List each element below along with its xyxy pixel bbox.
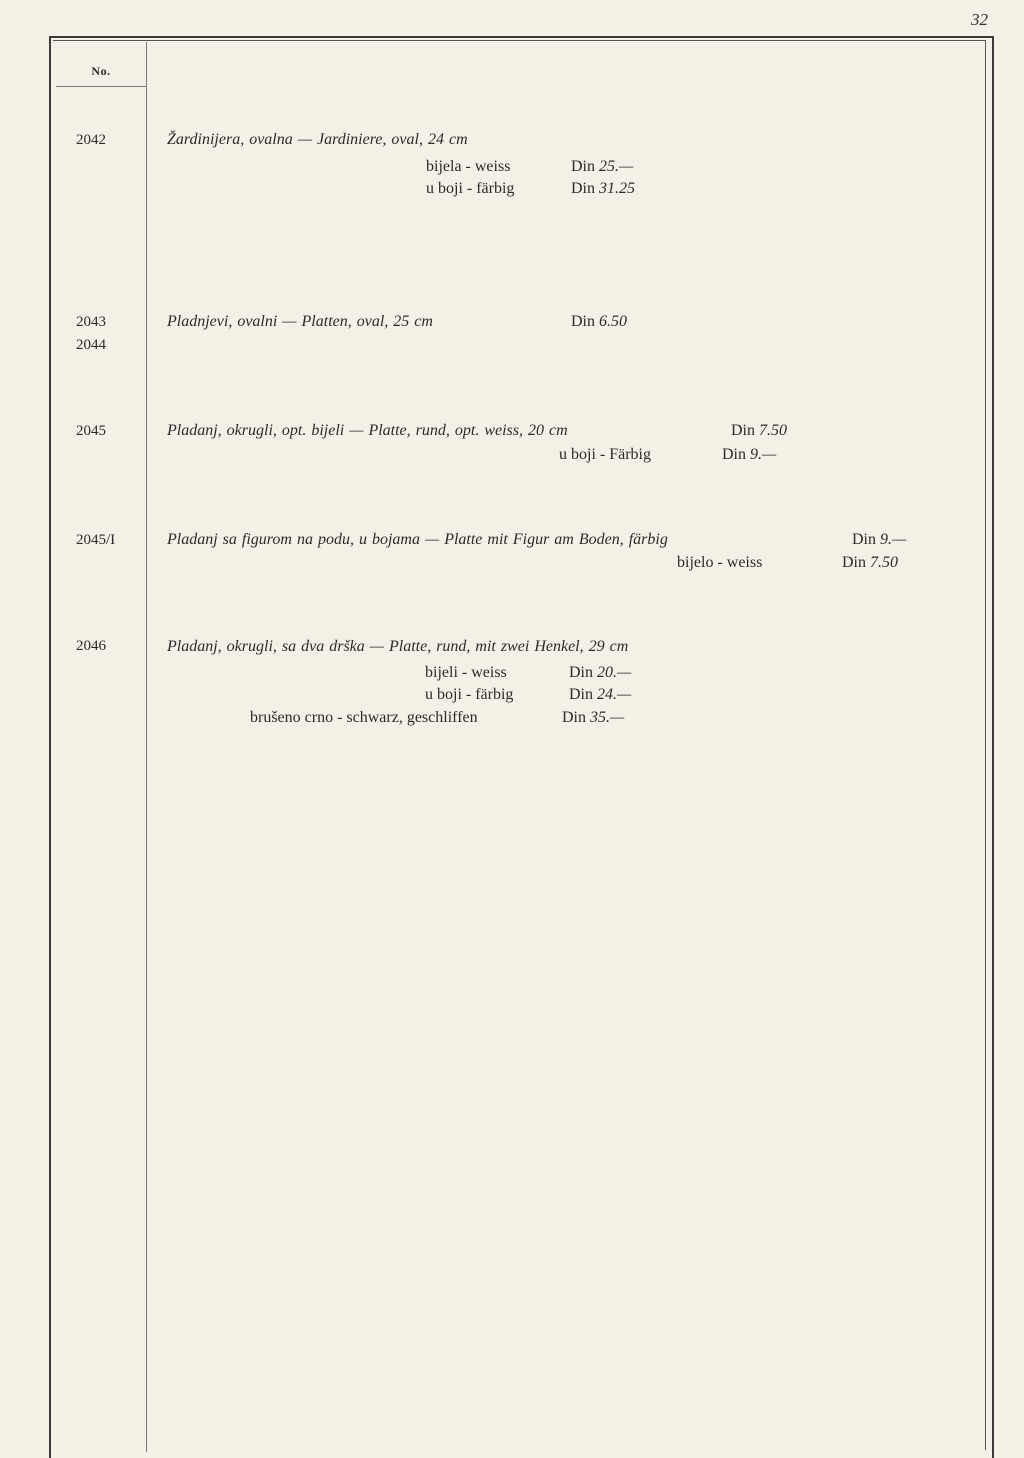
item-number: 2045	[76, 423, 106, 439]
price-value: 6.50	[599, 313, 627, 330]
price	[722, 444, 776, 466]
price-value: 9.—	[880, 531, 907, 548]
price	[852, 529, 906, 551]
price	[842, 552, 898, 574]
variant-label: u boji - Färbig	[559, 446, 651, 463]
price	[571, 178, 635, 200]
item-title: Pladanj sa figurom na podu, u bojama — Platte mit Figur am Boden, färbig	[167, 531, 668, 548]
price-currency: Din	[571, 158, 595, 175]
price-value: 24.—	[597, 686, 632, 703]
variant-label: bijelo - weiss	[677, 554, 763, 571]
price	[569, 662, 631, 684]
item-number: 2042	[76, 132, 106, 148]
price-value: 7.50	[870, 554, 898, 571]
page-number: 32	[971, 10, 988, 29]
variant-label: u boji - färbig	[426, 180, 515, 197]
price-value: 7.50	[759, 422, 787, 439]
price-value: 31.25	[599, 180, 635, 197]
number-column-divider	[146, 42, 147, 1452]
variant-label: brušeno crno - schwarz, geschliffen	[250, 709, 478, 726]
header-rule	[56, 86, 146, 87]
price-currency: Din	[571, 313, 595, 330]
price-currency: Din	[569, 664, 593, 681]
item-title: Žardinijera, ovalna — Jardiniere, oval, 24 cm	[167, 131, 468, 148]
item-number: 2046	[76, 638, 106, 654]
price-value: 25.—	[599, 158, 634, 175]
frame-inner-right-rule	[985, 40, 986, 1450]
price	[731, 420, 787, 442]
price	[569, 684, 631, 706]
price-currency: Din	[569, 686, 593, 703]
item-number: 2045/I	[76, 532, 116, 548]
variant-label: u boji - färbig	[425, 686, 514, 703]
item-title: Pladanj, okrugli, sa dva drška — Platte, rund, mit zwei Henkel, 29 cm	[167, 638, 629, 655]
item-number: 2044	[76, 337, 106, 353]
price-value: 35.—	[590, 709, 625, 726]
item-title: Pladanj, okrugli, opt. bijeli — Platte, rund, opt. weiss, 20 cm	[167, 422, 568, 439]
price-currency: Din	[571, 180, 595, 197]
price-currency: Din	[842, 554, 866, 571]
price-value: 20.—	[597, 664, 632, 681]
item-title: Pladnjevi, ovalni — Platten, oval, 25 cm	[167, 313, 433, 330]
frame-inner-top-rule	[53, 40, 985, 41]
page-frame	[49, 36, 994, 1458]
item-number: 2043	[76, 314, 106, 330]
price-currency: Din	[562, 709, 586, 726]
price-value: 9.—	[750, 446, 777, 463]
price-currency: Din	[731, 422, 755, 439]
price-currency: Din	[852, 531, 876, 548]
variant-label: bijela - weiss	[426, 158, 511, 175]
price	[571, 311, 627, 333]
number-column-header: No.	[91, 64, 111, 78]
variant-label: bijeli - weiss	[425, 664, 507, 681]
price-currency: Din	[722, 446, 746, 463]
price	[562, 707, 624, 729]
price	[571, 156, 633, 178]
